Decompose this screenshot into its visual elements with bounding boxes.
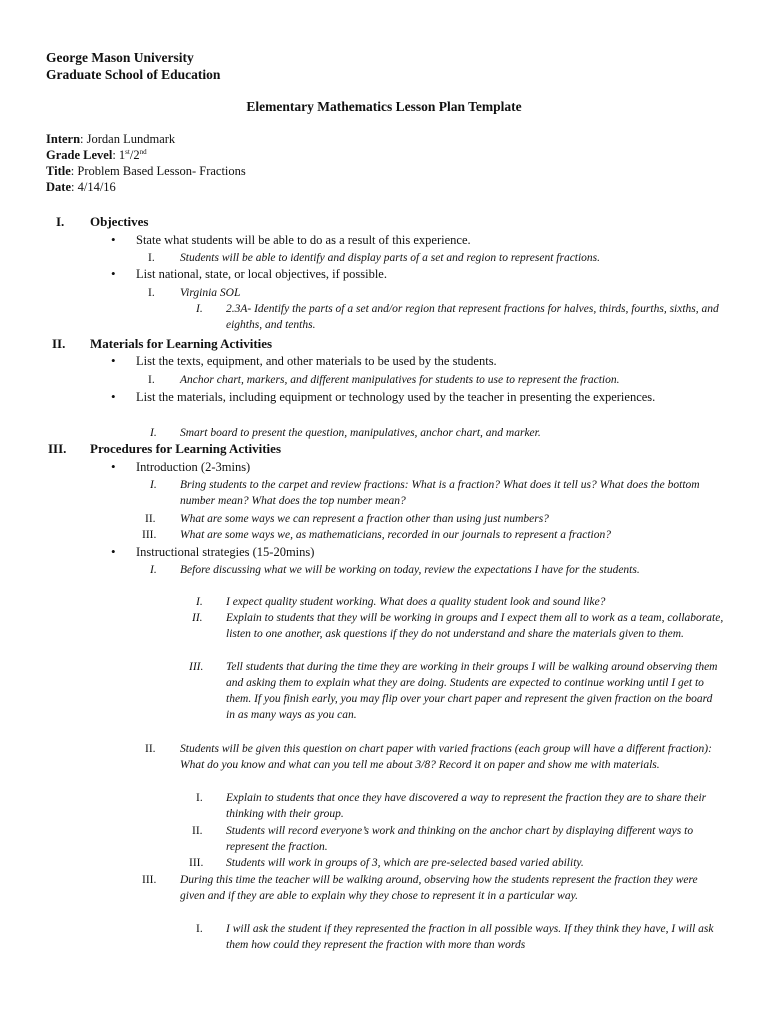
intern-value: Jordan Lundmark — [86, 132, 176, 146]
bullet-text: Introduction (2-3mins) — [136, 460, 251, 474]
bullet-text: State what students will be able to do as a result of this experience. — [136, 233, 471, 247]
procedure-subdetail: Explain to students that they will be working in groups and I expect them all to work as a team, collaborate, listen to one another, ask questions if they do not understand and share the materials given to them. — [226, 612, 724, 640]
title-line: Title: Problem Based Lesson- Fractions — [46, 164, 246, 178]
date-label: Date — [46, 180, 71, 194]
grade-label: Grade Level — [46, 148, 113, 162]
procedure-detail: What are some ways we can represent a fraction other than using just numbers? — [180, 513, 549, 525]
bullet: • — [111, 459, 116, 474]
procedure-detail: Students will be given this question on chart paper with varied fractions (each group will have a different fraction): What do you know and what can you tell me about 3/8? Record it on paper and show me with materials. — [180, 743, 712, 771]
school-name: Graduate School of Education — [46, 67, 221, 82]
section-numeral: II. — [52, 336, 66, 351]
roman-numeral: I. — [196, 596, 203, 608]
bullet: • — [111, 389, 116, 404]
roman-numeral: I. — [196, 303, 203, 315]
procedure-detail: Bring students to the carpet and review fractions: What is a fraction? What does it tell us? What does the bottom number mean? What does the top number mean? — [180, 479, 700, 507]
section-heading-materials: Materials for Learning Activities — [90, 336, 273, 351]
bullet-text: Instructional strategies (15-20mins) — [136, 545, 315, 559]
grade-sup: nd — [139, 147, 147, 156]
procedure-subdetail: Explain to students that once they have discovered a way to represent the fraction they are to share their thinking with their group. — [226, 792, 707, 820]
procedure-detail: What are some ways we, as mathematicians, recorded in our journals to represent a fraction? — [180, 529, 611, 541]
roman-numeral: I. — [150, 564, 157, 576]
procedure-detail: During this time the teacher will be walking around, observing how the students represent the fraction they were given and if they are able to explain why they chose to represent it in a particular way. — [180, 874, 698, 902]
bullet-text: List the texts, equipment, and other materials to be used by the students. — [136, 354, 497, 368]
sol-detail: 2.3A- Identify the parts of a set and/or region that represent fractions for halves, thirds, fourths, sixths, and eighths, and tenths. — [226, 303, 719, 331]
roman-numeral: III. — [142, 529, 157, 541]
roman-numeral: I. — [150, 479, 157, 491]
procedure-subdetail: I expect quality student working. What does a quality student look and sound like? — [226, 596, 606, 608]
title-label: Title — [46, 164, 71, 178]
bullet: • — [111, 232, 116, 247]
roman-numeral: I. — [148, 374, 155, 386]
material-detail: Smart board to present the question, manipulatives, anchor chart, and marker. — [180, 427, 541, 439]
procedure-subdetail: Students will work in groups of 3, which are pre-selected based varied ability. — [226, 857, 584, 869]
procedure-subdetail: Students will record everyone’s work and thinking on the anchor chart by displaying different ways to represent the fraction. — [226, 825, 694, 853]
material-detail: Anchor chart, markers, and different manipulatives for students to use to represent the fraction. — [180, 374, 620, 386]
roman-numeral: III. — [189, 857, 204, 869]
date-line: Date: 4/14/16 — [46, 180, 116, 194]
roman-numeral: II. — [192, 612, 203, 624]
grade-line: Grade Level: 1st/2nd — [46, 147, 147, 162]
objective-detail: Virginia SOL — [180, 287, 241, 299]
grade-sep: /2 — [129, 148, 140, 162]
procedure-subdetail: I will ask the student if they represented the fraction in all possible ways. If they think they have, I will ask them how could they represent the fraction with more than words — [226, 923, 714, 951]
roman-numeral: II. — [145, 513, 156, 525]
roman-numeral: I. — [148, 252, 155, 264]
roman-numeral: I. — [148, 287, 155, 299]
objective-detail: Students will be able to identify and display parts of a set and region to represent fractions. — [180, 252, 601, 264]
date-value: 4/14/16 — [77, 180, 116, 194]
roman-numeral: III. — [189, 661, 204, 673]
bullet: • — [111, 544, 116, 559]
roman-numeral: II. — [192, 825, 203, 837]
intern-line: Intern: Jordan Lundmark — [46, 132, 176, 146]
university-name: George Mason University — [46, 50, 194, 65]
bullet: • — [111, 353, 116, 368]
grade-sup: st — [125, 147, 130, 156]
procedure-detail: Before discussing what we will be working on today, review the expectations I have for the students. — [180, 564, 640, 576]
title-value: Problem Based Lesson- Fractions — [77, 164, 246, 178]
grade-value: 1 — [118, 148, 126, 162]
section-heading-procedures: Procedures for Learning Activities — [90, 441, 282, 456]
bullet: • — [111, 266, 116, 281]
roman-numeral: I. — [150, 427, 157, 439]
roman-numeral: III. — [142, 874, 157, 886]
document-title: Elementary Mathematics Lesson Plan Template — [246, 99, 522, 114]
bullet-text: List the materials, including equipment or technology used by the teacher in presenting the experiences. — [136, 390, 656, 404]
procedure-subdetail: Tell students that during the time they are working in their groups I will be walking around observing them and asking them to explain what they are doing. Students are expected to continue working until I get to them. If you finish early, you may flip over your chart paper and represent the given fraction on the board in as many ways as you can. — [226, 661, 718, 721]
bullet-text: List national, state, or local objectives, if possible. — [136, 267, 387, 281]
roman-numeral: I. — [196, 792, 203, 804]
section-numeral: I. — [56, 214, 65, 229]
intern-label: Intern — [46, 132, 81, 146]
section-heading-objectives: Objectives — [90, 214, 149, 229]
section-numeral: III. — [48, 441, 67, 456]
roman-numeral: II. — [145, 743, 156, 755]
roman-numeral: I. — [196, 923, 203, 935]
